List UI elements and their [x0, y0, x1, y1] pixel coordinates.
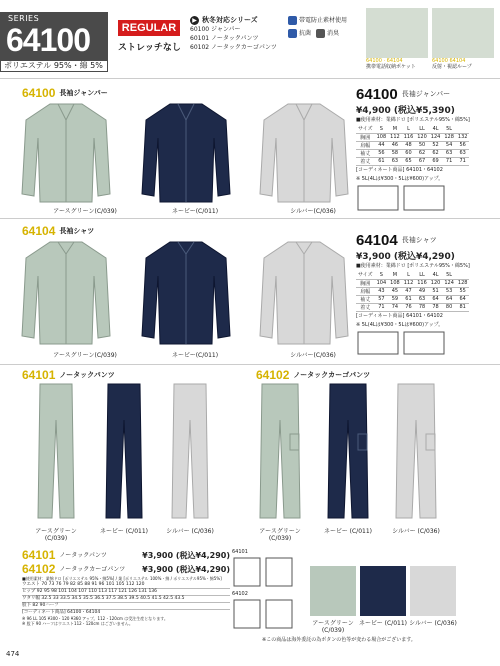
lineup-item: 60101 ノータックパンツ: [190, 35, 259, 42]
jumper-size-table: サイズ S M L LL 4L 5L 胸囲 108 112 116 120 124 128 132 肩幅 44 46 48 50 52 54 56 袖丈 56 58 60 62 62 63 63 着丈 61 63 65 67 69 71 71: [358, 125, 468, 165]
regular-badge: REGULAR: [118, 20, 180, 36]
series-label: SERIES: [8, 14, 40, 23]
shirt-spec-code: 64104: [356, 232, 398, 249]
pants2-flat-drawing: [232, 598, 296, 630]
divider: [0, 364, 500, 365]
pants1-caption-green: アースグリーン (C/039): [35, 528, 77, 542]
lineup-block: [190, 16, 290, 52]
detail-photo-pocket: [366, 8, 428, 58]
shirt-price: ¥3,900 (税込¥4,290): [356, 252, 455, 262]
jumper-silver-image: [258, 98, 350, 208]
jumper-note: ※ 5L(4Lは¥300・5Lは¥600)アップ。: [356, 175, 444, 182]
pants-spec-name2: ノータックカーゴパンツ: [59, 565, 126, 573]
jumper-spec: [356, 86, 496, 212]
jumper-price: ¥4,900 (税込¥5,390): [356, 106, 455, 116]
pants-spec-price2: ¥3,900 (税込¥4,290): [142, 564, 230, 574]
feature-top: 帯電防止素材使用: [299, 17, 348, 24]
page-number: 474: [6, 650, 20, 658]
stretch-label: ストレッチなし: [118, 43, 181, 53]
pants1-caption-navy: ネービー (C/011): [99, 528, 148, 535]
swatch-silver: [410, 566, 456, 616]
lineup-item: 60100 ジャンパー: [190, 26, 241, 33]
feature-antibacterial: 抗菌: [299, 30, 312, 37]
flat-label-64101: 64101: [232, 549, 248, 555]
detail-caption-2: 64100 64104 反射・視認ループ: [432, 58, 472, 70]
shirt-material: ■使用素材：業綿ドロ [ポリエステル95%・綿5%]: [356, 263, 470, 269]
shirt-green-image: [20, 236, 112, 348]
shirt-size-table: サイズ S M L LL 4L 5L 胸囲 104 108 112 116 120 124 128 肩幅 43 45 47 49 51 53 55 袖丈 57 59 61 63 64 64 64 着丈 71 74 76 78 78 80 81: [358, 271, 468, 311]
lineup-item: 60102 ノータックカーゴパンツ: [190, 44, 277, 51]
swatch-caption-green: アースグリーン (C/039): [312, 620, 354, 634]
feature-block: [288, 16, 368, 38]
antistatic-icon: [288, 16, 297, 25]
pants1-navy-image: [104, 380, 144, 522]
pants1-silver-image: [170, 380, 210, 522]
jumper-spec-name: 長袖ジャンパー: [401, 90, 451, 98]
pants2-silver-image: [394, 380, 438, 522]
shirt-caption-navy: ネービー(C/011): [171, 352, 219, 359]
pants-size-row: ワタリ幅 32.5 33 33.5 34.5 35.5 36.5 37.5 38.5 39.5 40.5 41.5 42.5 43.5: [22, 596, 230, 603]
series-material: ポリエステル 95%・綿 5%: [0, 60, 108, 72]
swatch-caption-navy: ネービー (C/011): [358, 620, 407, 627]
pants1-title: 64101 ノータックパンツ: [22, 368, 115, 382]
pants-spec-price1: ¥3,900 (税込¥4,290): [142, 550, 230, 560]
pants2-caption-green: アースグリーン (C/039): [259, 528, 301, 542]
disclaimer: ※この商品は海外委託の為ボタンの色等が変わる場合がございます。: [262, 637, 416, 643]
pants-note: ※ 96 LL 105 ¥300・120 ¥360 アップ。112・120cm は受注生産となります。: [22, 616, 168, 621]
swatch-navy: [360, 566, 406, 616]
shirt-coordinate: [コーディネート商品] 64101・64102: [356, 312, 443, 319]
flat-label-64102: 64102: [232, 591, 248, 597]
detail-caption-1: 64100 · 64104 携帯電話収納ポケット: [366, 58, 416, 70]
jumper-spec-code: 64100: [356, 86, 398, 103]
jumper-title: 64100 長袖ジャンパー: [22, 86, 108, 100]
jumper-green-image: [20, 98, 112, 208]
season-title: 秋冬対応シリーズ: [202, 16, 258, 24]
divider: [0, 78, 500, 79]
jumper-coordinate: [コーディネート商品] 64101・64102: [356, 166, 443, 173]
shirt-spec-name: 長袖シャツ: [401, 236, 437, 244]
shirt-spec: [356, 232, 496, 356]
pants-size-row: ウエスト 70 73 76 79 82 85 88 91 96 101 105 112 120: [22, 582, 230, 589]
pants2-caption-silver: シルバー (C/036): [392, 528, 440, 535]
pants2-green-image: [258, 380, 302, 522]
shirt-caption-silver: シルバー(C/036): [290, 352, 336, 359]
jumper-flat-drawing: [356, 184, 456, 212]
pants1-green-image: [36, 380, 76, 522]
pants2-title: 64102 ノータックカーゴパンツ: [256, 368, 371, 382]
pants-material: ■使用素材：業綿ドロ [ポリエステル 95%・綿5%] / 業 [ポリエステル 100%・綿 / ポリエステル95%・綿5%]: [22, 576, 222, 581]
swatch-green: [310, 566, 356, 616]
feature-deodorant: 消臭: [327, 30, 340, 37]
pants-size-row: ヒップ 92 95 98 101 104 107 110 113 117 121 126 131 136: [22, 589, 230, 596]
shirt-flat-drawing: [356, 330, 456, 356]
deodorant-icon: [316, 29, 325, 38]
shirt-silver-image: [258, 236, 350, 348]
shirt-navy-image: [140, 236, 232, 348]
jumper-caption-silver: シルバー(C/036): [290, 208, 336, 215]
shirt-note: ※ 5L(4Lは¥300・5Lは¥600)アップ。: [356, 321, 444, 328]
pants-spec-name1: ノータックパンツ: [59, 551, 107, 559]
series-number: 64100: [6, 22, 90, 58]
pants2-caption-navy: ネービー (C/011): [323, 528, 372, 535]
divider: [0, 218, 500, 219]
pants-spec: [22, 548, 230, 626]
pants2-navy-image: [326, 380, 370, 522]
shirt-caption-green: アースグリーン(C/039): [53, 352, 117, 359]
pants-size-row: 股下 82 90ハーフ: [22, 603, 230, 610]
pants-coordinate: [コーディネート商品] 64100・64104: [22, 610, 101, 615]
play-icon: ▶: [190, 16, 199, 25]
pants1-flat-drawing: [232, 556, 296, 588]
shirt-title: 64104 長袖シャツ: [22, 224, 95, 238]
pants-spec-code2: 64102: [22, 562, 56, 576]
jumper-material: ■使用素材：業綿ドロ [ポリエステル95%・綿5%]: [356, 117, 470, 123]
swatch-caption-silver: シルバー (C/036): [409, 620, 457, 627]
jumper-caption-green: アースグリーン(C/039): [53, 208, 117, 215]
antibacterial-icon: [288, 29, 297, 38]
jumper-navy-image: [140, 98, 232, 208]
pants1-caption-silver: シルバー (C/036): [166, 528, 214, 535]
detail-photo-loop: [432, 8, 494, 58]
series-banner: [0, 12, 108, 72]
pants-spec-code1: 64101: [22, 548, 56, 562]
jumper-caption-navy: ネービー(C/011): [171, 208, 219, 215]
pants-note: ※ 股下 90 ハーフはウエスト112・120cm はございません。: [22, 621, 133, 626]
